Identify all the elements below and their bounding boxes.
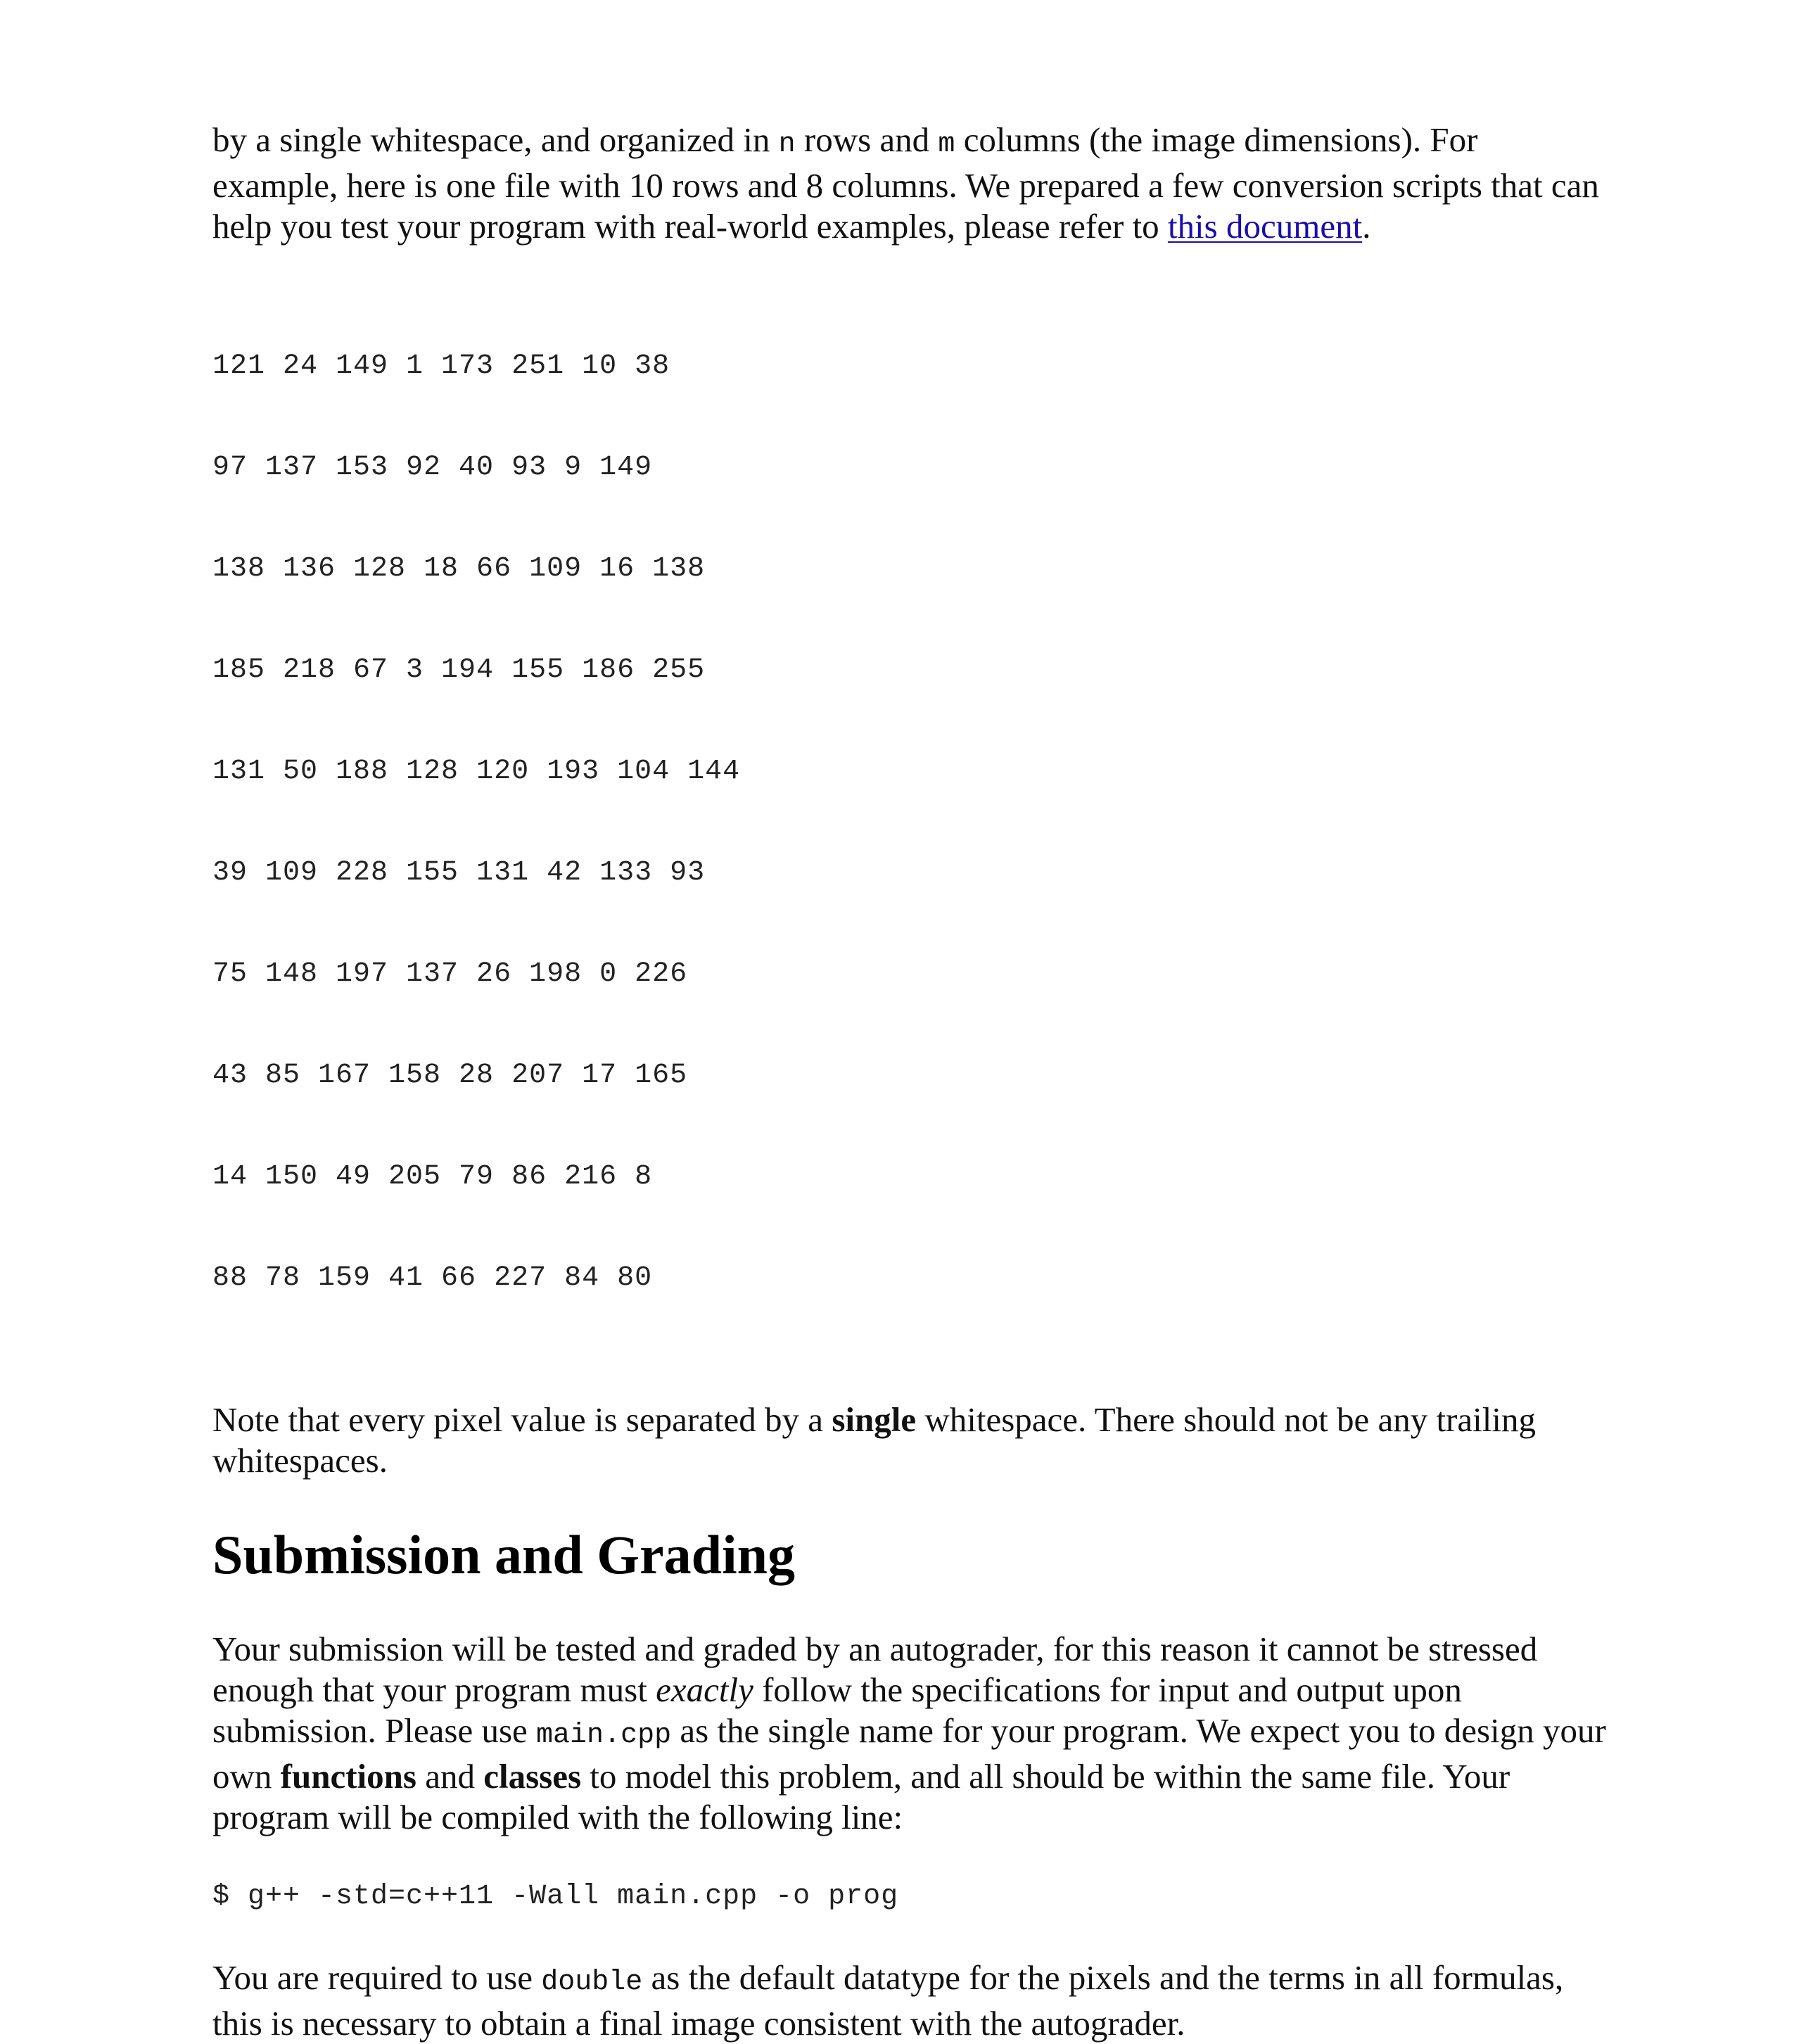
note-bold-single: single (832, 1400, 917, 1439)
matrix-row: 131 50 188 128 120 193 104 144 (212, 756, 741, 787)
submission-text-4: and (416, 1757, 484, 1796)
intro-paragraph (212, 120, 1609, 247)
submission-text-1: Your submission will be tested and graded by an autograder, for this reason it cannot be stressed enough that your program must (212, 1630, 1538, 1709)
datatype-paragraph (212, 1957, 1581, 2044)
pixel-matrix-example (212, 282, 1620, 1363)
note-text-1: Note that every pixel value is separated by a (212, 1400, 832, 1439)
datatype-text-1: You are required to use (212, 1958, 542, 1997)
compile-command: $ g++ -std=c++11 -Wall main.cpp -o prog (212, 1881, 899, 1912)
matrix-row: 39 109 228 155 131 42 133 93 (212, 857, 706, 889)
code-double: double (541, 1967, 643, 1998)
note-paragraph (212, 1399, 1609, 1481)
matrix-row: 88 78 159 41 66 227 84 80 (212, 1262, 653, 1294)
matrix-row: 14 150 49 205 79 86 216 8 (212, 1161, 653, 1193)
submission-bold-classes: classes (483, 1757, 582, 1796)
matrix-row: 97 137 153 92 40 93 9 149 (212, 452, 653, 483)
code-n: n (778, 129, 796, 160)
submission-italic-exactly: exactly (656, 1670, 753, 1709)
intro-text-2: rows and (795, 120, 939, 159)
submission-paragraph (212, 1629, 1616, 1838)
note-text-2: whitespace. There should not be any trailing whitespaces. (212, 1400, 1536, 1480)
submission-text-2: follow the specifications for input and output upon submission. Please use (212, 1670, 1462, 1750)
intro-text-3: columns (the image dimensions). For example, here is one file with 10 rows and 8 columns. We prepared a few conversion scripts that can help you test your program with real-world examples, please refer to (212, 120, 1599, 246)
matrix-row: 75 148 197 137 26 198 0 226 (212, 958, 688, 990)
matrix-row: 121 24 149 1 173 251 10 38 (212, 350, 670, 382)
intro-text-1: by a single whitespace, and organized in (212, 120, 779, 159)
intro-text-4: . (1362, 207, 1371, 246)
datatype-text-2: as the default datatype for the pixels and the terms in all formulas, this is necessary to obtain a final image consistent with the autograder. (212, 1958, 1564, 2043)
submission-text-3: as the single name for your program. We expect you to design your own (212, 1711, 1606, 1796)
this-document-link[interactable]: this document (1167, 207, 1363, 246)
matrix-row: 138 136 128 18 66 109 16 138 (212, 553, 706, 585)
document-page (212, 120, 1620, 2044)
submission-text-5: to model this problem, and all should be within the same file. Your program will be compiled with the following line: (212, 1757, 1510, 1836)
code-main-cpp: main.cpp (536, 1720, 672, 1751)
section-heading-submission: Submission and Grading (212, 1524, 796, 1585)
submission-bold-functions: functions (280, 1757, 416, 1796)
matrix-row: 185 218 67 3 194 155 186 255 (212, 654, 706, 686)
code-m: m (938, 129, 955, 160)
matrix-row: 43 85 167 158 28 207 17 165 (212, 1060, 688, 1091)
